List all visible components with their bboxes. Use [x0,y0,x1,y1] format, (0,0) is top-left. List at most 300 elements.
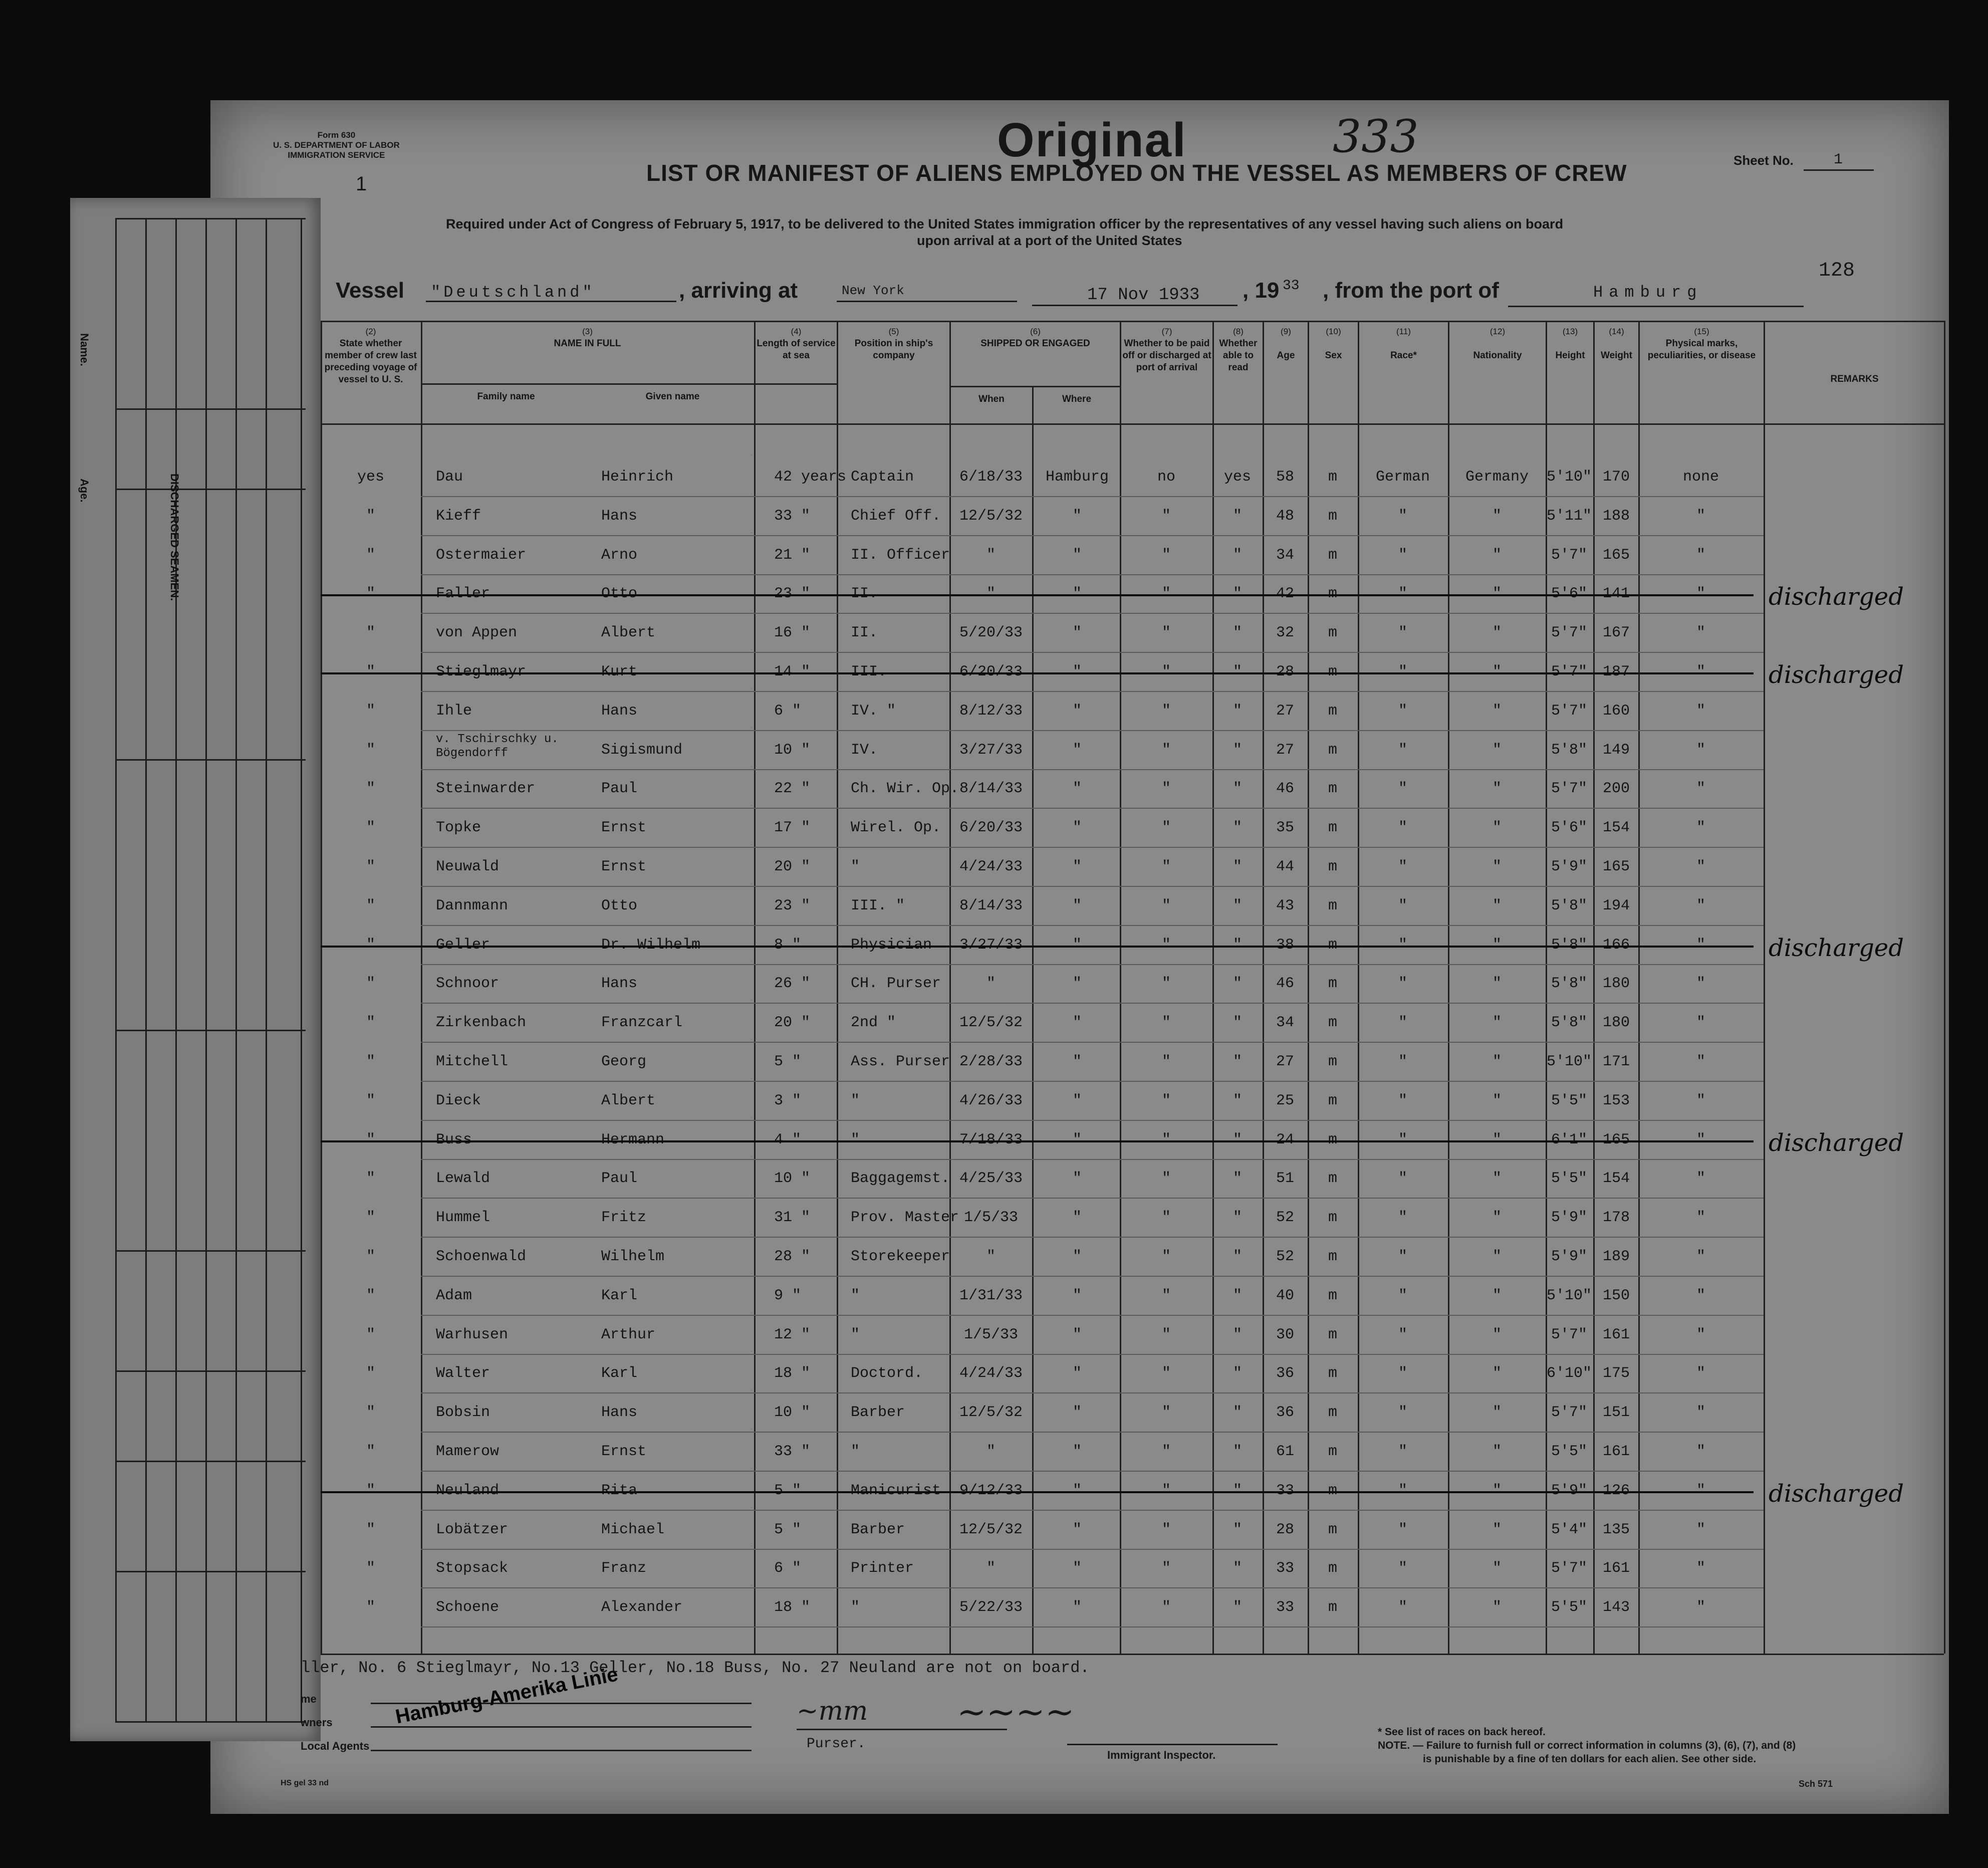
cell-marks: " [1696,585,1706,603]
row-rule [421,1003,1764,1004]
cell-family: Mitchell [436,1053,509,1070]
cell-family: Schoenwald [436,1248,527,1265]
cell-paid: " [1161,1209,1171,1227]
check-mark-icon [711,451,752,455]
cell-marks: " [1696,507,1706,525]
cell-nationality: " [1492,546,1502,564]
cell-weight: 180 [1602,975,1630,993]
cell-family: Lewald [436,1170,490,1188]
cell-nationality: " [1492,1014,1502,1032]
header-where: Where [1062,394,1092,404]
cell-given: Arno [601,546,638,564]
cell-read: " [1232,1599,1242,1616]
cell-read: " [1232,1014,1242,1032]
cell-service: 17 " [774,819,811,837]
cell-service: 10 " [774,1170,811,1188]
cell-position: " [851,1092,860,1109]
cell-paid: " [1161,819,1171,837]
cell-position: III. [851,663,887,680]
cell-family: Buss [436,1131,472,1148]
cell-prev: " [366,702,376,720]
cell-marks: " [1696,741,1706,759]
cell-paid: " [1161,585,1171,603]
cell-race: " [1398,507,1408,525]
cell-age: 46 [1276,975,1295,993]
cell-given: Otto [601,585,638,603]
purser-label: Purser. [807,1736,866,1752]
cell-when: 1/5/33 [963,1209,1019,1227]
cell-position: IV. [851,741,878,759]
cell-sex: m [1328,1599,1338,1616]
cell-when: 3/27/33 [959,936,1023,954]
cell-when: " [986,975,996,993]
cell-when: 12/5/32 [959,1521,1023,1538]
cell-height: 5'8" [1551,897,1588,914]
cell-nationality: " [1492,1248,1502,1265]
cell-weight: 160 [1602,702,1630,720]
cell-when: 6/20/33 [959,819,1023,837]
cell-weight: 135 [1602,1521,1630,1538]
row-rule [421,1237,1764,1238]
corner-number: 128 [1819,260,1855,282]
cell-given: Fritz [601,1209,647,1227]
cell-family: Steinwarder [436,780,536,798]
cell-marks: " [1696,780,1706,798]
cell-sex: m [1328,819,1338,837]
cell-sex: m [1328,936,1338,954]
cell-race: " [1398,1092,1408,1109]
cell-when: " [986,546,996,564]
cell-position: Manicurist [851,1482,941,1499]
cell-position: Wirel. Op. [851,819,941,837]
cell-family: Dau [436,469,463,486]
cell-family: Kieff [436,507,481,525]
cell-weight: 165 [1602,546,1630,564]
check-mark-icon [711,646,752,650]
cell-height: 5'5" [1551,1599,1588,1616]
cell-age: 58 [1276,469,1295,486]
cell-paid: " [1161,702,1171,720]
cell-service: 20 " [774,858,811,875]
cell-sex: m [1328,1521,1338,1538]
cell-marks: " [1696,1170,1706,1188]
cell-race: " [1398,975,1408,993]
row-rule [421,925,1764,926]
agent-stamp: Hamburg-Amerika Linie [393,1663,620,1728]
cell-marks: " [1696,702,1706,720]
header-col7: (7) Whether to be paid off or discharged at port of arrival [1122,327,1211,373]
cell-position: " [851,1443,860,1460]
arrival-port: New York [842,283,904,298]
row-rule [421,886,1764,887]
inspector-signature: ~~~~ [957,1691,1075,1732]
cell-marks: " [1696,1404,1706,1422]
cell-service: 9 " [774,1287,802,1304]
cell-paid: " [1161,741,1171,759]
cell-read: " [1232,780,1242,798]
cell-read: " [1232,1482,1242,1499]
cell-service: 22 " [774,780,811,798]
cell-where: " [1072,1521,1082,1538]
cell-age: 52 [1276,1209,1295,1227]
cell-read: " [1232,936,1242,954]
header-col14: (14) Weight [1601,327,1632,361]
cell-prev: " [366,1092,376,1109]
cell-marks: " [1696,1521,1706,1538]
from-port-label: , from the port of [1323,278,1499,303]
cell-paid: " [1161,780,1171,798]
cell-read: " [1232,624,1242,642]
cell-service: 12 " [774,1326,811,1343]
cell-nationality: " [1492,1287,1502,1304]
cell-when: 8/14/33 [959,897,1023,914]
check-mark-icon [711,724,752,728]
check-mark-icon [711,802,752,806]
cell-race: " [1398,624,1408,642]
sheet-no-value: 1 [1834,151,1843,168]
cell-age: 46 [1276,780,1295,798]
vessel-label: Vessel [336,278,405,303]
cell-read: " [1232,585,1242,603]
cell-marks: " [1696,663,1706,680]
cell-prev: " [366,858,376,875]
cell-family: Adam [436,1287,472,1304]
cell-race: " [1398,1560,1408,1577]
cell-age: 42 [1276,585,1295,603]
cell-age: 33 [1276,1560,1295,1577]
row-rule [421,1315,1764,1316]
cell-service: 20 " [774,1014,811,1032]
cell-weight: 151 [1602,1404,1630,1422]
cell-where: " [1072,663,1082,680]
cell-when: 6/20/33 [959,663,1023,680]
cell-prev: " [366,1014,376,1032]
cell-age: 34 [1276,546,1295,564]
note-line-2: is punishable by a fine of ten dollars for each alien. See other side. [1423,1753,1757,1765]
cell-family: Faller [436,585,490,603]
cell-family: Warhusen [436,1326,509,1343]
cell-nationality: " [1492,1404,1502,1422]
cell-marks: " [1696,897,1706,914]
cell-paid: " [1161,1170,1171,1188]
cell-sex: m [1328,624,1338,642]
cell-marks: " [1696,858,1706,875]
cell-sex: m [1328,1014,1338,1032]
cell-where: " [1072,1287,1082,1304]
cell-family: Stopsack [436,1560,509,1577]
cell-race: " [1398,858,1408,875]
cell-given: Ernst [601,858,647,875]
cell-where: " [1072,1209,1082,1227]
cell-marks: " [1696,975,1706,993]
cell-prev: " [366,780,376,798]
cell-paid: " [1161,1443,1171,1460]
cell-when: 1/31/33 [959,1287,1023,1304]
cell-read: " [1232,975,1242,993]
cell-paid: " [1161,1560,1171,1577]
cell-paid: " [1161,1053,1171,1070]
cell-age: 34 [1276,1014,1295,1032]
cell-family: Dannmann [436,897,509,914]
cell-race: " [1398,1599,1408,1616]
cell-sex: m [1328,1209,1338,1227]
cell-height: 6'1" [1551,1131,1588,1148]
cell-position: Chief Off. [851,507,941,525]
cell-prev: " [366,1560,376,1577]
cell-nationality: " [1492,1092,1502,1109]
cell-prev: " [366,1053,376,1070]
cell-read: " [1232,1209,1242,1227]
cell-service: 33 " [774,1443,811,1460]
check-mark-icon [711,1309,752,1313]
cell-given: Ernst [601,819,647,837]
form-number: Form 630 [317,130,356,140]
cell-marks: " [1696,546,1706,564]
cell-family: Ostermaier [436,546,527,564]
cell-when: 12/5/32 [959,507,1023,525]
cell-read: " [1232,741,1242,759]
row-rule [421,1120,1764,1121]
cell-marks: " [1696,1326,1706,1343]
cell-height: 5'6" [1551,585,1588,603]
cell-marks: " [1696,1209,1706,1227]
cell-family: Bobsin [436,1404,490,1422]
cell-prev: " [366,1443,376,1460]
cell-weight: 188 [1602,507,1630,525]
cell-paid: " [1161,624,1171,642]
cell-given: Hans [601,507,638,525]
cell-weight: 187 [1602,663,1630,680]
cell-sex: m [1328,975,1338,993]
cell-service: 14 " [774,663,811,680]
row-rule [421,730,1764,731]
cell-position: II. [851,585,878,603]
cell-height: 5'4" [1551,1521,1588,1538]
cell-when: 5/22/33 [959,1599,1023,1616]
cell-height: 5'10" [1546,469,1592,486]
cell-height: 5'5" [1551,1170,1588,1188]
cell-paid: " [1161,1599,1171,1616]
cell-prev: " [366,936,376,954]
cell-height: 5'11" [1546,507,1592,525]
cell-paid: " [1161,858,1171,875]
cell-when: 12/5/32 [959,1404,1023,1422]
cell-prev: " [366,1521,376,1538]
cell-weight: 161 [1602,1443,1630,1460]
cell-height: 5'9" [1551,1209,1588,1227]
cell-paid: " [1161,1287,1171,1304]
cell-given: Alexander [601,1599,683,1616]
year-prefix: , 19 [1242,278,1280,303]
cell-given: Kurt [601,663,638,680]
cell-race: German [1375,469,1430,486]
row-rule [421,1042,1764,1043]
cell-read: " [1232,702,1242,720]
cell-weight: 165 [1602,858,1630,875]
cell-given: Michael [601,1521,665,1538]
cell-position: " [851,1326,860,1343]
cell-when: 8/12/33 [959,702,1023,720]
check-mark-icon [711,1152,752,1156]
cell-read: " [1232,1287,1242,1304]
cell-age: 48 [1276,507,1295,525]
cell-where: " [1072,546,1082,564]
header-col6: (6) SHIPPED OR ENGAGED [980,327,1090,349]
cell-family: v. Tschirschky u. Bögendorff [436,732,559,760]
arriving-label: , arriving at [679,278,798,303]
cell-race: " [1398,780,1408,798]
cell-paid: " [1161,975,1171,993]
cell-age: 36 [1276,1404,1295,1422]
check-mark-icon [711,1581,752,1585]
check-mark-icon [711,1504,752,1508]
cell-nationality: Germany [1465,469,1529,486]
cell-nationality: " [1492,585,1502,603]
cell-family: Mamerow [436,1443,500,1460]
cell-service: 10 " [774,741,811,759]
cell-weight: 149 [1602,741,1630,759]
cell-where: " [1072,1560,1082,1577]
cell-nationality: " [1492,1521,1502,1538]
cell-paid: " [1161,663,1171,680]
cell-age: 27 [1276,741,1295,759]
cell-service: 5 " [774,1053,802,1070]
cell-height: 5'7" [1551,780,1588,798]
cell-height: 5'5" [1551,1092,1588,1109]
row-rule [421,613,1764,614]
cell-height: 5'7" [1551,546,1588,564]
cell-sex: m [1328,1560,1338,1577]
cell-race: " [1398,819,1408,837]
cell-age: 52 [1276,1248,1295,1265]
cell-marks: " [1696,1599,1706,1616]
cell-prev: " [366,1209,376,1227]
cell-nationality: " [1492,780,1502,798]
cell-given: Hans [601,1404,638,1422]
cell-when: " [986,1443,996,1460]
cell-service: 5 " [774,1521,802,1538]
cell-service: 18 " [774,1365,811,1382]
cell-family: Geller [436,936,490,954]
check-mark-icon [711,1192,752,1196]
cell-race: " [1398,741,1408,759]
cell-family: Topke [436,819,481,837]
cell-age: 24 [1276,1131,1295,1148]
cell-given: Hermann [601,1131,665,1148]
cell-position: CH. Purser [851,975,941,993]
cell-race: " [1398,1326,1408,1343]
cell-given: Dr. Wilhelm [601,936,701,954]
cell-marks: " [1696,1560,1706,1577]
cell-age: 28 [1276,663,1295,680]
cell-paid: " [1161,1092,1171,1109]
cell-given: Franzcarl [601,1014,683,1032]
cell-paid: " [1161,1326,1171,1343]
cell-paid: no [1157,469,1176,486]
cell-race: " [1398,1131,1408,1148]
cell-weight: 161 [1602,1326,1630,1343]
cell-where: " [1072,1482,1082,1499]
note-line-1: NOTE. — Failure to furnish full or correct information in columns (3), (6), (7), and (8) [1378,1740,1796,1751]
cell-sex: m [1328,1170,1338,1188]
schedule-number: Sch 571 [1799,1779,1833,1789]
cell-nationality: " [1492,741,1502,759]
cell-read: " [1232,1131,1242,1148]
purser-signature: ~mm [797,1696,868,1726]
cell-height: 5'6" [1551,819,1588,837]
cell-paid: " [1161,1521,1171,1538]
cell-service: 26 " [774,975,811,993]
remark-discharged: discharged [1769,661,1904,689]
header-col13: (13) Height [1555,327,1585,361]
cell-service: 21 " [774,546,811,564]
cell-service: 4 " [774,1131,802,1148]
cell-where: " [1072,741,1082,759]
cell-position: Storekeeper [851,1248,950,1265]
row-rule [421,535,1764,536]
cell-nationality: " [1492,819,1502,837]
cell-when: 1/5/33 [963,1326,1019,1343]
cell-prev: " [366,741,376,759]
cell-weight: 170 [1602,469,1630,486]
check-mark-icon [711,1075,752,1079]
row-rule [421,964,1764,965]
cell-where: " [1072,1443,1082,1460]
cell-family: von Appen [436,624,518,642]
check-mark-icon [711,1114,752,1118]
cell-paid: " [1161,936,1171,954]
cell-given: Paul [601,1170,638,1188]
header-col2: (2) State whether member of crew last preceding voyage of vessel to U. S. [324,327,417,385]
cell-nationality: " [1492,1482,1502,1499]
cell-height: 5'7" [1551,702,1588,720]
cell-weight: 165 [1602,1131,1630,1148]
cell-sex: m [1328,1365,1338,1382]
cell-age: 44 [1276,858,1295,875]
header-col3: (3) NAME IN FULL [554,327,621,349]
cell-sex: m [1328,1248,1338,1265]
cell-race: " [1398,1404,1408,1422]
cell-paid: " [1161,1131,1171,1148]
cell-service: 23 " [774,897,811,914]
cell-where: " [1072,1053,1082,1070]
cell-family: Schoene [436,1599,500,1616]
cell-when: 4/26/33 [959,1092,1023,1109]
check-mark-icon [711,1386,752,1390]
cell-position: " [851,1287,860,1304]
check-mark-icon [711,1036,752,1040]
cell-marks: " [1696,1443,1706,1460]
cell-marks: none [1682,469,1719,486]
cell-read: " [1232,1326,1242,1343]
cell-when: 4/24/33 [959,1365,1023,1382]
cell-position: Prov. Master [851,1209,959,1227]
cell-family: Hummel [436,1209,490,1227]
requirement-line-2: upon arrival at a port of the United States [917,233,1182,248]
cell-when: 3/27/33 [959,741,1023,759]
check-mark-icon [711,880,752,884]
cell-sex: m [1328,1326,1338,1343]
cell-position: 2nd " [851,1014,896,1032]
cell-sex: m [1328,507,1338,525]
from-port: Hamburg [1593,283,1703,302]
check-mark-icon [711,919,752,923]
cell-sex: m [1328,1053,1338,1070]
cell-where: " [1072,1326,1082,1343]
cell-height: 5'7" [1551,624,1588,642]
header-col8: (8) Whether able to read [1219,327,1258,373]
cell-weight: 175 [1602,1365,1630,1382]
